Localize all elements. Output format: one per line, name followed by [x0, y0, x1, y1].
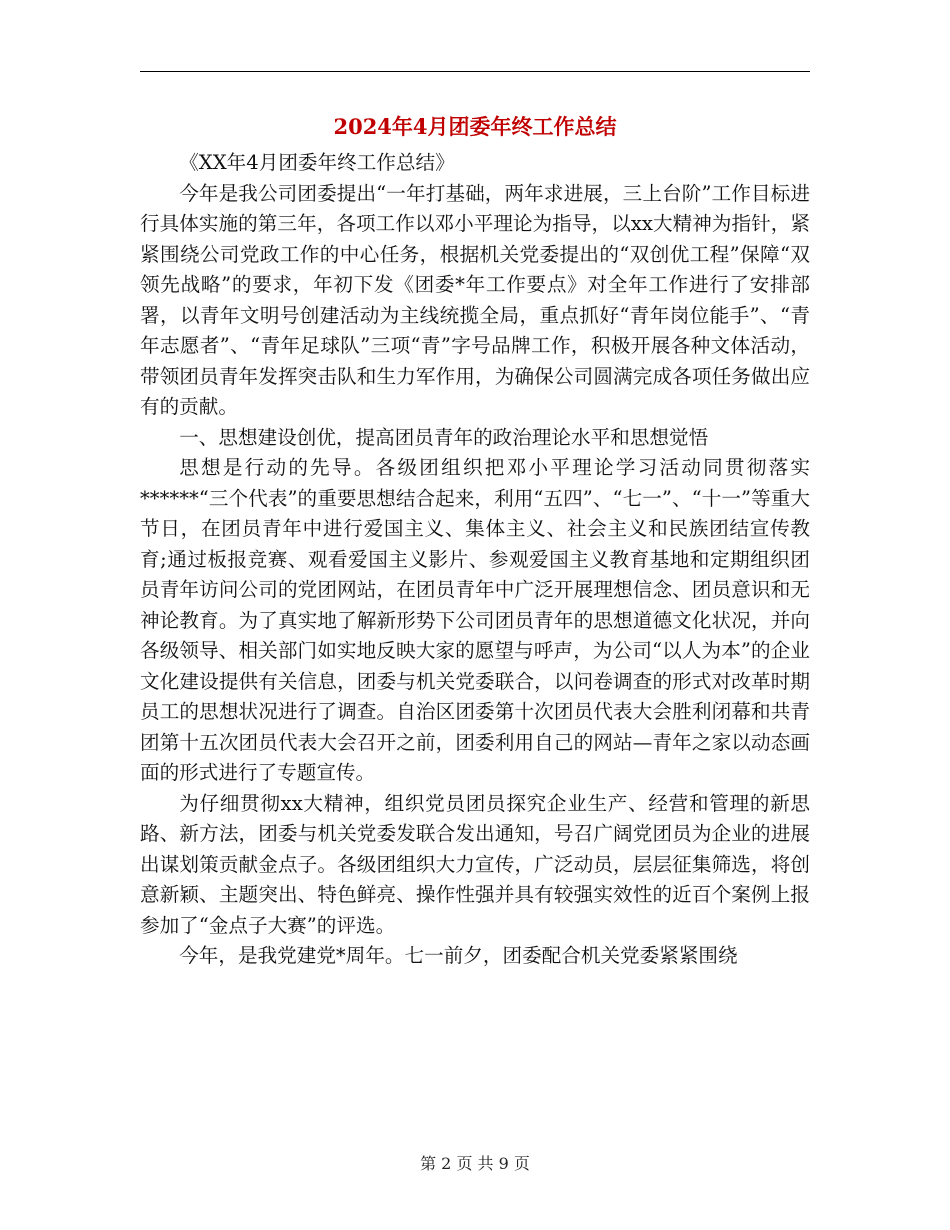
paragraph-intro: 今年是我公司团委提出“一年打基础，两年求进展，三上台阶”工作目标进行具体实施的第三年，各项工作以邓小平理论为指导，以xx大精神为指针，紧紧围绕公司党政工作的中心任务，根据机关党委提出的“双创优工程”保障“双领先战略”的要求，年初下发《团委*年工作要点》对全年工作进行了安排部署，以青年文明号创建活动为主线统揽全局，重点抓好“青年岗位能手”、“青年志愿者”、“青年足球队”三项“青”字号品牌工作，积极开展各种文体活动，带领团员青年发挥突击队和生力军作用，为确保公司圆满完成各项任务做出应有的贡献。: [140, 181, 810, 418]
document-title: 2024年4月团委年终工作总结: [333, 114, 617, 139]
paragraph-ideology: 思想是行动的先导。各级团组织把邓小平理论学习活动同贯彻落实******“三个代表”的重要思想结合起来，利用“五四”、“七一”、“十一”等重大节日，在团员青年中进行爱国主义、集体主义、社会主义和民族团结宣传教育;通过板报竞赛、观看爱国主义影片、参观爱国主义教育基地和定期组织团员青年访问公司的党团网站，在团员青年中广泛开展理想信念、团员意识和无神论教育。为了真实地了解新形势下公司团员青年的思想道德文化状况，并向各级领导、相关部门如实地反映大家的愿望与呼声，为公司“以人为本”的企业文化建设提供有关信息，团委与机关党委联合，以问卷调查的形式对改革时期员工的思想状况进行了调查。自治区团委第十次团员代表大会胜利闭幕和共青团第十五次团员代表大会召开之前，团委利用自己的网站—青年之家以动态画面的形式进行了专题宣传。: [140, 456, 810, 784]
section-heading-1: 一、思想建设创优，提高团员青年的政治理论水平和思想觉悟: [179, 425, 709, 449]
paragraph-source-title: 《XX年4月团委年终工作总结》: [179, 151, 455, 174]
header-rule: [140, 71, 810, 72]
paragraph-party-anniversary: 今年，是我党建党*周年。七一前夕，团委配合机关党委紧紧围绕: [179, 944, 738, 967]
document-body: [140, 148, 810, 972]
paragraph-golden-ideas: 为仔细贯彻xx大精神，组织党员团员探究企业生产、经营和管理的新思路、新方法，团委与机关党委发联合发出通知，号召广阔党团员为企业的进展出谋划策贡献金点子。各级团组织大力宣传，广泛动员，层层征集筛选，将创意新颖、主题突出、特色鲜亮、操作性强并具有较强实效性的近百个案例上报参加了“金点子大赛”的评选。: [140, 791, 810, 937]
page-number: 第 2 页 共 9 页: [420, 1154, 530, 1173]
